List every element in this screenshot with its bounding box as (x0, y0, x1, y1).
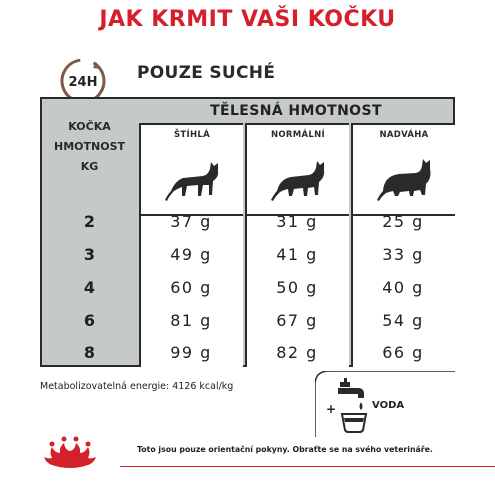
page-title: JAK KRMIT VAŠI KOČKU (99, 7, 396, 32)
footer-red-line (120, 466, 495, 467)
slim-cat-icon (161, 151, 225, 205)
cat-weight-kg: 6 (83, 311, 96, 330)
subtitle: POUZE SUCHÉ (137, 63, 276, 83)
column-header-overweight: NADVÁHA (379, 130, 429, 140)
amount-overweight: 54 g (382, 311, 424, 330)
cat-weight-header-line: KOČKA (68, 120, 111, 133)
water-tap-bowl-icon (336, 378, 368, 434)
amount-overweight: 40 g (382, 278, 424, 297)
cat-weight-kg: 8 (83, 343, 96, 362)
column-header-slim: ŠTÍHLÁ (174, 130, 210, 140)
amount-normal: 67 g (276, 311, 318, 330)
cat-weight-kg: 4 (83, 278, 96, 297)
cat-weight-header-line: KG (80, 160, 99, 173)
amount-overweight: 66 g (382, 343, 424, 362)
table-row (42, 204, 453, 239)
table-row (42, 237, 453, 272)
royal-canin-crown-logo (40, 425, 100, 475)
amount-normal: 31 g (276, 212, 318, 231)
amount-slim: 60 g (170, 278, 212, 297)
amount-overweight: 33 g (382, 245, 424, 264)
amount-slim: 37 g (170, 212, 212, 231)
amount-normal: 82 g (276, 343, 318, 362)
amount-slim: 49 g (170, 245, 212, 264)
cat-weight-header (42, 117, 137, 177)
footer-disclaimer: Toto jsou pouze orientační pokyny. Obraťte se na svého veterináře. (137, 445, 433, 454)
feeding-table (40, 97, 455, 367)
metabolizable-energy: Metabolizovatelná energie: 4126 kcal/kg (40, 381, 234, 392)
amount-slim: 99 g (170, 343, 212, 362)
amount-normal: 50 g (276, 278, 318, 297)
cat-weight-kg: 3 (83, 245, 96, 264)
amount-overweight: 25 g (382, 212, 424, 231)
cat-weight-header-line: HMOTNOST (54, 140, 125, 153)
amount-slim: 81 g (170, 311, 212, 330)
cat-weight-kg: 2 (83, 212, 96, 231)
amount-normal: 41 g (276, 245, 318, 264)
table-row (42, 303, 453, 338)
table-row (42, 270, 453, 305)
clock-label: 24H (68, 75, 98, 90)
overweight-cat-icon (373, 151, 437, 205)
body-weight-header: TĚLESNÁ HMOTNOST (210, 103, 382, 119)
table-row (42, 335, 453, 370)
plus-sign: + (326, 402, 337, 416)
column-header-normal: NORMÁLNÍ (270, 130, 325, 140)
normal-cat-icon (267, 151, 331, 205)
water-label: VODA (372, 400, 405, 411)
